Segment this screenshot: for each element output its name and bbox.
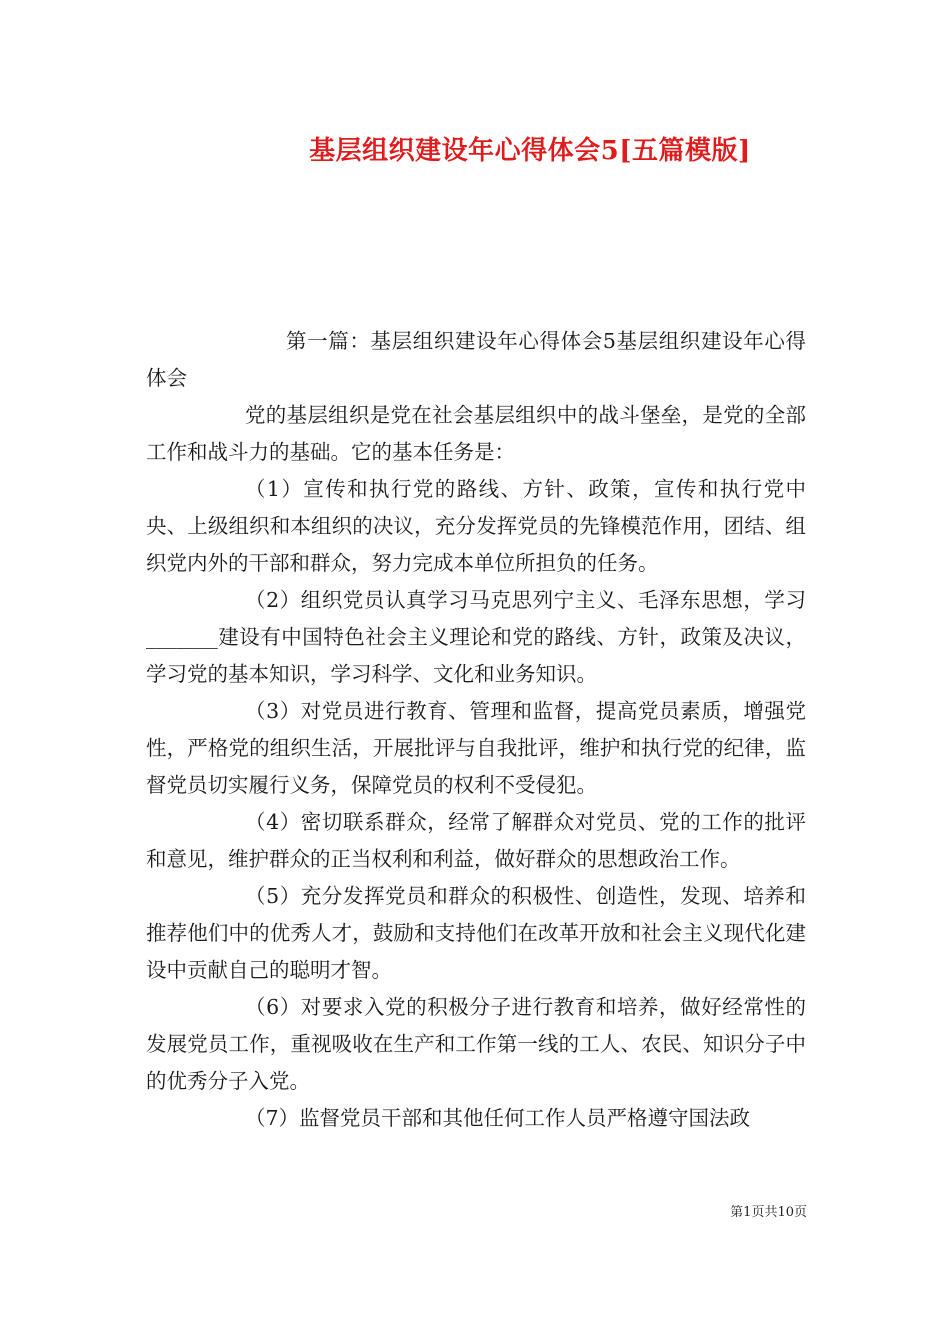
paragraph-task-2: （2）组织党员认真学习马克思列宁主义、毛泽东思想，学习_______建设有中国特色社会主义理论和党的路线、方针，政策及决议，学习党的基本知识，学习科学、文化和业务知识。 [146,588,806,686]
document-body [146,323,806,1137]
section-heading: 第一篇：基层组织建设年心得体会5基层组织建设年心得体会 [146,329,806,390]
paragraph-task-3: （3）对党员进行教育、管理和监督，提高党员素质，增强党性，严格党的组织生活，开展批评与自我批评，维护和执行党的纪律，监督党员切实履行义务，保障党员的权利不受侵犯。 [146,699,806,797]
paragraph-intro: 党的基层组织是党在社会基层组织中的战斗堡垒，是党的全部工作和战斗力的基础。它的基本任务是： [146,403,806,464]
document-title: 基层组织建设年心得体会5[五篇模版] [309,136,751,166]
paragraph-task-5: （5）充分发挥党员和群众的积极性、创造性，发现、培养和推荐他们中的优秀人才，鼓励和支持他们在改革开放和社会主义现代化建设中贡献自己的聪明才智。 [146,884,806,982]
paragraph-task-7: （7）监督党员干部和其他任何工作人员严格遵守国法政 [245,1106,751,1130]
page-number: 第1页共10页 [730,1205,807,1220]
paragraph-task-4: （4）密切联系群众，经常了解群众对党员、党的工作的批评和意见，维护群众的正当权利和利益，做好群众的思想政治工作。 [146,810,806,871]
paragraph-task-6: （6）对要求入党的积极分子进行教育和培养，做好经常性的发展党员工作，重视吸收在生产和工作第一线的工人、农民、知识分子中的优秀分子入党。 [146,995,806,1093]
paragraph-task-1: （1）宣传和执行党的路线、方针、政策，宣传和执行党中央、上级组织和本组织的决议，充分发挥党员的先锋模范作用，团结、组织党内外的干部和群众，努力完成本单位所担负的任务。 [146,477,806,575]
